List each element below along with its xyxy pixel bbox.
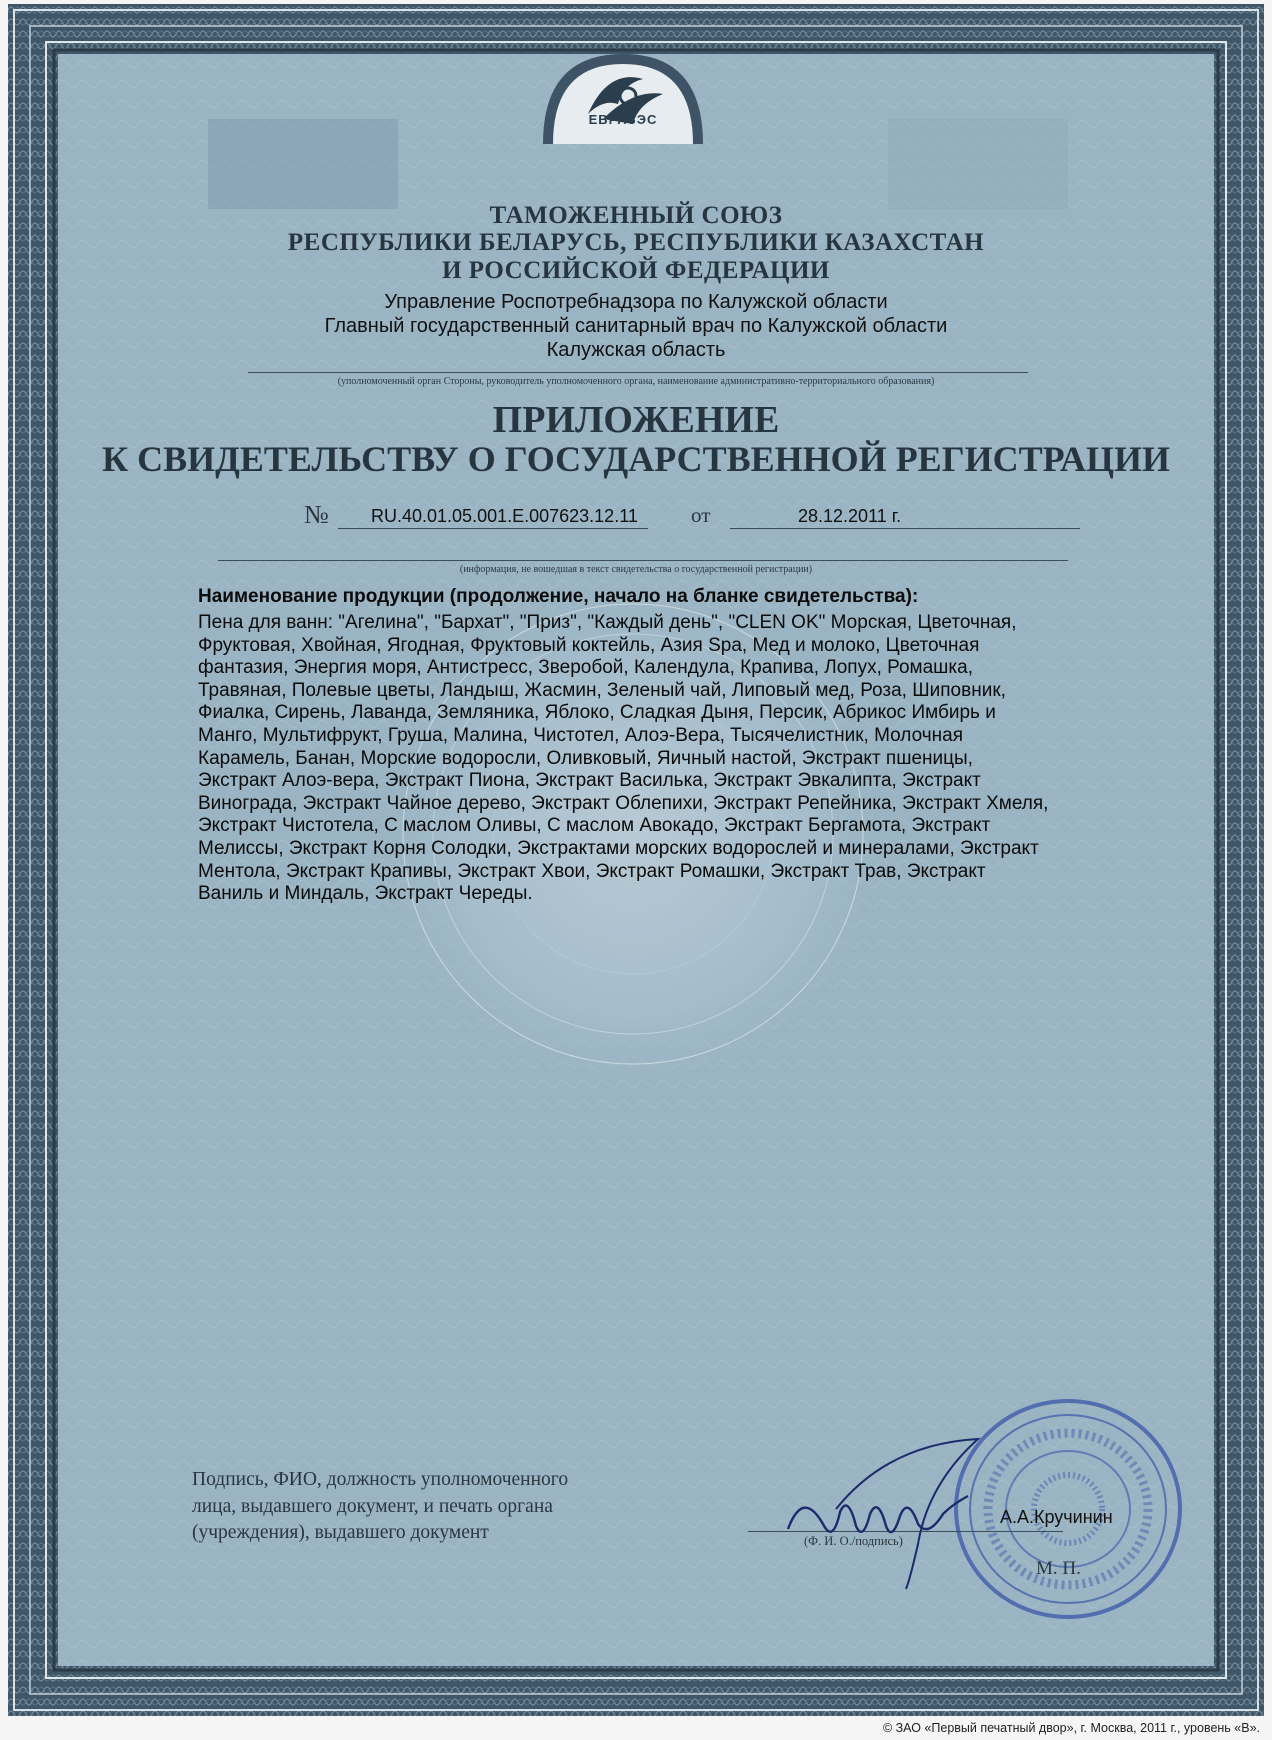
- seal-mark: М. П.: [1036, 1558, 1081, 1579]
- printer-imprint: © ЗАО «Первый печатный двор», г. Москва, 2011 г., уровень «В».: [882, 1721, 1260, 1735]
- signature-note: [192, 1467, 722, 1547]
- product-list: [198, 612, 1098, 906]
- number-underline: [338, 528, 648, 529]
- product-line: Пена для ванн: "Агелина", "Бархат", "Приз", "Каждый день", "CLEN OK" Морская, Цветочная,: [198, 612, 1017, 633]
- product-line: Ваниль и Миндаль, Экстракт Череды.: [198, 883, 533, 905]
- signature-note-line: (учреждения), выдавшего документ: [192, 1522, 489, 1543]
- union-title-line3: И РОССИЙСКОЙ ФЕДЕРАЦИИ: [442, 257, 830, 284]
- registration-number: RU.40.01.05.001.E.007623.12.11: [371, 506, 638, 526]
- union-title-line1: ТАМОЖЕННЫЙ СОЮЗ: [489, 202, 783, 229]
- document-title-line2: К СВИДЕТЕЛЬСТВУ О ГОСУДАРСТВЕННОЙ РЕГИСТРАЦИИ: [102, 439, 1170, 479]
- document-title-line1: ПРИЛОЖЕНИЕ: [492, 399, 780, 441]
- product-line: Фруктовая, Хвойная, Ягодная, Фруктовый коктейль, Азия Spa, Мед и молоко, Цветочная: [198, 634, 980, 656]
- product-line: Мелиссы, Экстракт Корня Солодки, Экстрактами морских водорослей и минералами, Экстракт: [198, 837, 1039, 859]
- authority-underline: [248, 372, 1028, 373]
- authority-line1: Управление Роспотребнадзора по Калужской области: [384, 291, 888, 313]
- registration-date: 28.12.2011 г.: [798, 506, 902, 526]
- certificate-field: [58, 54, 1214, 1666]
- date-label: от: [691, 503, 711, 527]
- authority-caption: (уполномоченный орган Стороны, руководитель уполномоченного органа, наименование административно-территориального образования): [337, 376, 935, 387]
- product-heading: Наименование продукции (продолжение, начало на бланке свидетельства):: [198, 586, 919, 607]
- product-line: фантазия, Энергия моря, Антистресс, Зверобой, Календула, Крапива, Лопух, Ромашка,: [198, 657, 973, 679]
- number-label: №: [304, 500, 329, 529]
- product-line: Карамель, Банан, Морские водоросли, Оливковый, Яичный настой, Экстракт пшеницы,: [198, 747, 973, 769]
- product-line: Винограда, Экстракт Чайное дерево, Экстракт Облепихи, Экстракт Репейника, Экстракт Хмеля,: [198, 792, 1049, 814]
- authority-line2: Главный государственный санитарный врач по Калужской области: [324, 315, 948, 337]
- union-title-line2: РЕСПУБЛИКИ БЕЛАРУСЬ, РЕСПУБЛИКИ КАЗАХСТАН: [287, 229, 985, 256]
- product-line: Экстракт Чистотела, С маслом Оливы, С маслом Авокадо, Экстракт Бергамота, Экстракт: [198, 815, 991, 837]
- info-caption: (информация, не вошедшая в текст свидетельства о государственной регистрации): [459, 564, 813, 575]
- signer-name: А.А.Кручинин: [1000, 1507, 1113, 1527]
- product-line: Экстракт Алоэ-вера, Экстракт Пиона, Экстракт Василька, Экстракт Эвкалипта, Экстракт: [198, 770, 981, 792]
- info-underline: [218, 560, 1068, 561]
- product-line: Фиалка, Сирень, Лаванда, Земляника, Яблоко, Сладкая Дыня, Персик, Абрикос Имбирь и: [198, 702, 996, 724]
- signer-caption: (Ф. И. О./подпись): [804, 1534, 903, 1548]
- certificate-sheet: [8, 4, 1264, 1716]
- signature-note-line: лица, выдавшего документ, и печать органа: [192, 1495, 553, 1517]
- product-line: Манго, Мультифрукт, Груша, Малина, Чистотел, Алоэ-Вера, Тысячелистник, Молочная: [198, 724, 964, 746]
- authority-line3: Калужская область: [546, 339, 726, 361]
- date-underline: [730, 528, 1080, 529]
- product-line: Ментола, Экстракт Крапивы, Экстракт Хвои, Экстракт Ромашки, Экстракт Трав, Экстракт: [198, 860, 986, 882]
- emblem-label: ЕВРАЗЭС: [588, 112, 658, 127]
- signature-note-line: Подпись, ФИО, должность уполномоченного: [192, 1469, 569, 1490]
- eurasec-emblem-icon: [533, 34, 713, 144]
- product-line: Травяная, Полевые цветы, Ландыш, Жасмин, Зеленый чай, Липовый мед, Роза, Шиповник,: [198, 679, 1006, 701]
- handwritten-signature: [778, 1434, 1028, 1594]
